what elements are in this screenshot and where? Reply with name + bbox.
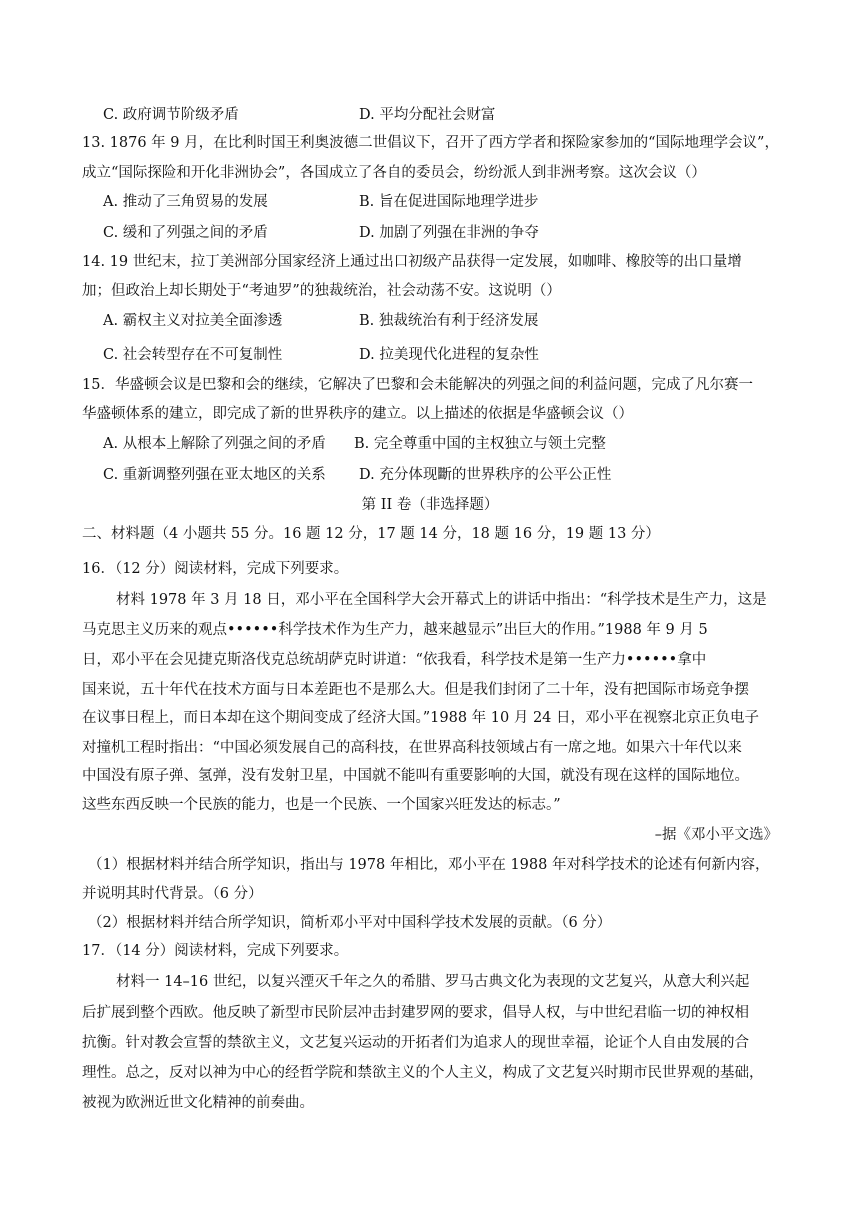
q15-stem-line2: 华盛顿体系的建立，即完成了新的世界秩序的建立。以上描述的依据是华盛顿会议（） [82, 406, 633, 422]
q14-option-d: D. 拉美现代化进程的复杂性 [359, 347, 539, 363]
q16-question1-line1: （1）根据材料并结合所学知识，指出与 1978 年相比，邓小平在 1988 年对科学技术的论述有何新内容， [88, 857, 770, 873]
q12-option-d: D. 平均分配社会财富 [359, 107, 496, 123]
q17-material-line4: 理性。总之，反对以神为中心的经哲学院和禁欲主义的个人主义，构成了文艺复兴时期市民世界观的基础， [82, 1065, 764, 1081]
q17-heading: 17．（14 分）阅读材料，完成下列要求。 [82, 943, 349, 959]
q17-material-line1: 材料一 14–16 世纪，以复兴湮灭千年之久的希腊、罗马古典文化为表现的文艺复兴，从意大利兴起 [116, 974, 750, 990]
q17-material-line2: 后扩展到整个西欧。他反映了新型市民阶层冲击封建罗网的要求，倡导人权，与中世纪君临一切的神权相 [82, 1005, 749, 1021]
q14-option-a: A. 霸权主义对拉美全面渗透 [103, 313, 283, 329]
q16-heading: 16．（12 分）阅读材料，完成下列要求。 [82, 561, 349, 577]
q16-question1-line2: 并说明其时代背景。（6 分） [82, 886, 263, 902]
q16-material-line3: 日，邓小平在会见捷克斯洛伐克总统胡萨克时讲道：“依我看，科学技术是第一生产力••••••拿中 [82, 652, 707, 668]
q15-option-a: A. 从根本上解除了列强之间的矛盾 [103, 436, 326, 452]
q16-material-line8: 这些东西反映一个民族的能力，也是一个民族、一个国家兴旺发达的标志。” [82, 797, 561, 813]
q17-material-line3: 抗衡。针对教会宣誓的禁欲主义，文艺复兴运动的开拓者们为追求人的现世幸福，论证个人自由发展的合 [82, 1035, 749, 1051]
q13-option-d: D. 加剧了列强在非洲的争夺 [359, 225, 539, 241]
q14-stem-line1: 14. 19 世纪末，拉丁美洲部分国家经济上通过出口初级产品获得一定发展，如咖啡、橡胶等的出口量增 [82, 254, 742, 270]
q17-material-line5: 被视为欧洲近世文化精神的前奏曲。 [82, 1095, 314, 1111]
section-heading: 二、材料题（4 小题共 55 分。16 题 12 分，17 题 14 分，18 题 16 分，19 题 13 分） [82, 526, 660, 542]
q15-option-d: D. 充分体现斷的世界秩序的公平公正性 [359, 467, 612, 483]
q14-stem-line2: 加；但政治上却长期处于“考迪罗”的独裁统治，社会动荡不安。这说明（） [82, 283, 561, 299]
q14-option-c: C. 社会转型存在不可复制性 [103, 347, 283, 363]
q15-option-c: C. 重新调整列强在亚太地区的关系 [103, 467, 326, 483]
q16-material-line5: 在议事日程上，而日本却在这个期间变成了经济大国。”1988 年 10 月 24 日，邓小平在视察北京正负电子 [82, 710, 760, 726]
q13-option-b: B. 旨在促进国际地理学进步 [359, 194, 539, 210]
q16-material-line2: 马克思主义历来的观点••••••科学技术作为生产力，越来越显示”出巨大的作用。”1988 年 9 月 5 [82, 622, 708, 638]
part2-title: 第 II 卷（非选择题） [361, 497, 499, 513]
q16-material-line6: 对撞机工程时指出：“中国必须发展自己的高科技，在世界高科技领域占有一席之地。如果六十年代以来 [82, 740, 742, 756]
q16-material-line4: 国来说，五十年代在技术方面与日本差距也不是那么大。但是我们封闭了二十年，没有把国际市场竞争摆 [82, 682, 749, 698]
q15-stem-line1: 15．华盛顿会议是巴黎和会的继续，它解决了巴黎和会未能解决的列强之间的利益问题，完成了凡尔赛一 [82, 377, 753, 393]
q13-option-c: C. 缓和了列强之间的矛盾 [103, 225, 268, 241]
q13-stem-line1: 13. 1876 年 9 月，在比利时国王利奥波德二世倡议下，召开了西方学者和探险家参加的“国际地理学会议”， [82, 135, 779, 151]
q16-material-line1: 材料 1978 年 3 月 18 日，邓小平在全国科学大会开幕式上的讲话中指出：“科学技术是生产力，这是 [116, 592, 767, 608]
q16-material-line7: 中国没有原子弹、氢弹，没有发射卫星，中国就不能叫有重要影响的大国，就没有现在这样的国际地位。 [82, 768, 749, 784]
q12-option-c: C. 政府调节阶级矛盾 [103, 107, 239, 123]
q13-option-a: A. 推动了三角贸易的发展 [103, 194, 268, 210]
q16-source: –据《邓小平文选》 [654, 827, 778, 843]
q15-option-b: B. 完全尊重中国的主权独立与领土完整 [354, 436, 606, 452]
q16-question2: （2）根据材料并结合所学知识，简析邓小平对中国科学技术发展的贡献。（6 分） [88, 915, 612, 931]
q13-stem-line2: 成立“国际探险和开化非洲协会”，各国成立了各自的委员会，纷纷派人到非洲考察。这次会议（） [82, 165, 706, 181]
q14-option-b: B. 独裁统治有利于经济发展 [359, 313, 539, 329]
